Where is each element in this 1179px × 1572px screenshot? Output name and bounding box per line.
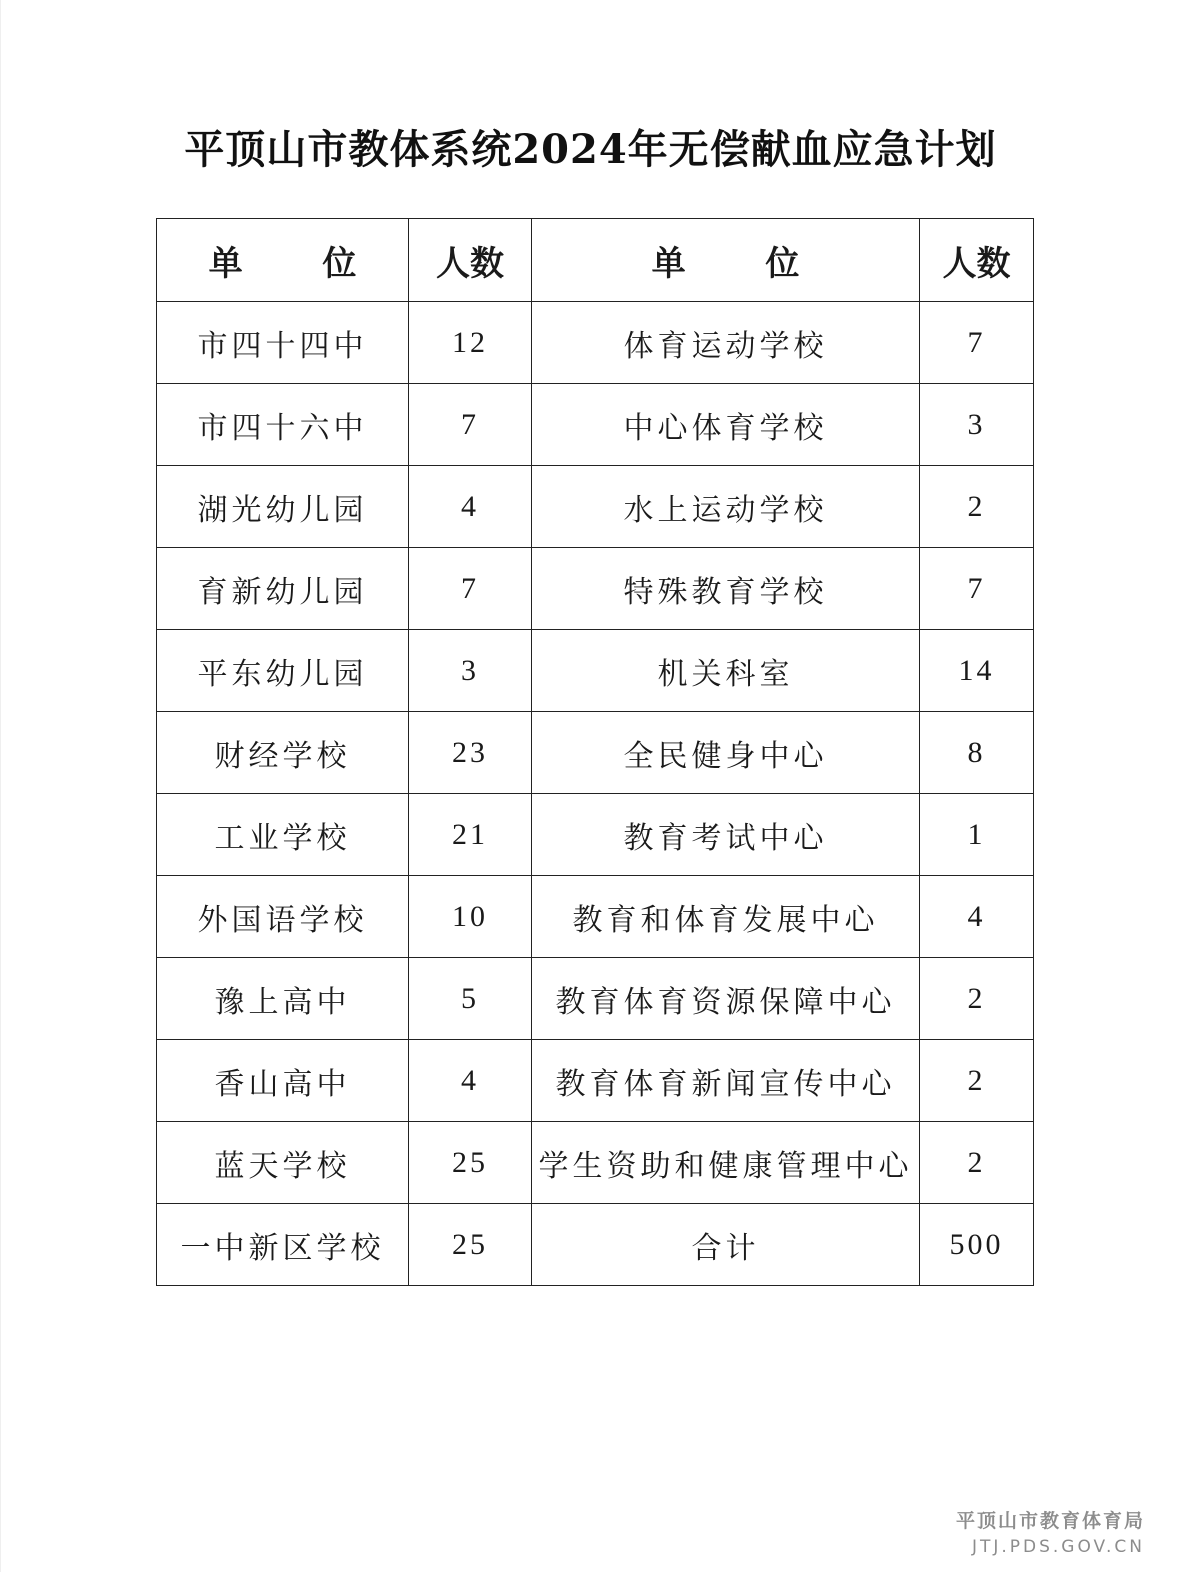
unit-name-cell: 机关科室 — [532, 630, 920, 712]
count-cell: 4 — [920, 876, 1034, 958]
unit-name-cell: 水上运动学校 — [532, 466, 920, 548]
count-cell: 7 — [920, 548, 1034, 630]
header-unit-left: 单 位 — [157, 219, 409, 302]
blood-donation-plan-table — [156, 218, 1034, 1286]
count-cell: 4 — [409, 466, 532, 548]
table-row — [157, 302, 1034, 384]
count-cell: 23 — [409, 712, 532, 794]
unit-name-cell: 学生资助和健康管理中心 — [532, 1122, 920, 1204]
unit-name-cell: 全民健身中心 — [532, 712, 920, 794]
unit-name-cell: 中心体育学校 — [532, 384, 920, 466]
unit-name-cell: 教育和体育发展中心 — [532, 876, 920, 958]
table-row — [157, 794, 1034, 876]
table-row — [157, 630, 1034, 712]
table-row — [157, 1122, 1034, 1204]
count-cell: 25 — [409, 1122, 532, 1204]
table-row — [157, 548, 1034, 630]
header-count-right: 人数 — [920, 219, 1034, 302]
header-unit-right: 单 位 — [532, 219, 920, 302]
watermark-name: 平顶山市教育体育局 — [955, 1510, 1145, 1532]
count-cell: 2 — [920, 466, 1034, 548]
count-cell: 1 — [920, 794, 1034, 876]
unit-name-cell: 外国语学校 — [157, 876, 409, 958]
count-cell: 3 — [920, 384, 1034, 466]
unit-name-cell: 市四十四中 — [157, 302, 409, 384]
source-watermark — [956, 1508, 1145, 1560]
count-cell: 2 — [920, 1122, 1034, 1204]
table-header-row — [157, 219, 1034, 302]
table-row — [157, 1204, 1034, 1286]
unit-name-cell: 教育体育资源保障中心 — [532, 958, 920, 1040]
unit-name-cell: 豫上高中 — [157, 958, 409, 1040]
unit-name-cell: 蓝天学校 — [157, 1122, 409, 1204]
count-cell: 5 — [409, 958, 532, 1040]
count-cell: 7 — [409, 548, 532, 630]
table-row — [157, 712, 1034, 794]
count-cell: 12 — [409, 302, 532, 384]
table-row — [157, 384, 1034, 466]
total-count-cell: 500 — [920, 1204, 1034, 1286]
unit-name-cell: 体育运动学校 — [532, 302, 920, 384]
table-row — [157, 876, 1034, 958]
unit-name-cell: 市四十六中 — [157, 384, 409, 466]
unit-name-cell: 平东幼儿园 — [157, 630, 409, 712]
unit-name-cell: 财经学校 — [157, 712, 409, 794]
unit-name-cell: 教育考试中心 — [532, 794, 920, 876]
table-row — [157, 1040, 1034, 1122]
count-cell: 21 — [409, 794, 532, 876]
count-cell: 25 — [409, 1204, 532, 1286]
unit-name-cell: 教育体育新闻宣传中心 — [532, 1040, 920, 1122]
count-cell: 2 — [920, 958, 1034, 1040]
unit-name-cell: 特殊教育学校 — [532, 548, 920, 630]
table-row — [157, 466, 1034, 548]
table-row — [157, 958, 1034, 1040]
count-cell: 7 — [920, 302, 1034, 384]
count-cell: 8 — [920, 712, 1034, 794]
unit-name-cell: 一中新区学校 — [157, 1204, 409, 1286]
count-cell: 4 — [409, 1040, 532, 1122]
count-cell: 14 — [920, 630, 1034, 712]
page-title: 平顶山市教体系统2024年无偿献血应急计划 — [184, 126, 997, 173]
unit-name-cell: 湖光幼儿园 — [157, 466, 409, 548]
count-cell: 10 — [409, 876, 532, 958]
watermark-url: JTJ.PDS.GOV.CN — [971, 1537, 1145, 1557]
count-cell: 7 — [409, 384, 532, 466]
header-count-left: 人数 — [409, 219, 532, 302]
total-label-cell: 合计 — [532, 1204, 920, 1286]
unit-name-cell: 香山高中 — [157, 1040, 409, 1122]
unit-name-cell: 育新幼儿园 — [157, 548, 409, 630]
unit-name-cell: 工业学校 — [157, 794, 409, 876]
count-cell: 2 — [920, 1040, 1034, 1122]
count-cell: 3 — [409, 630, 532, 712]
